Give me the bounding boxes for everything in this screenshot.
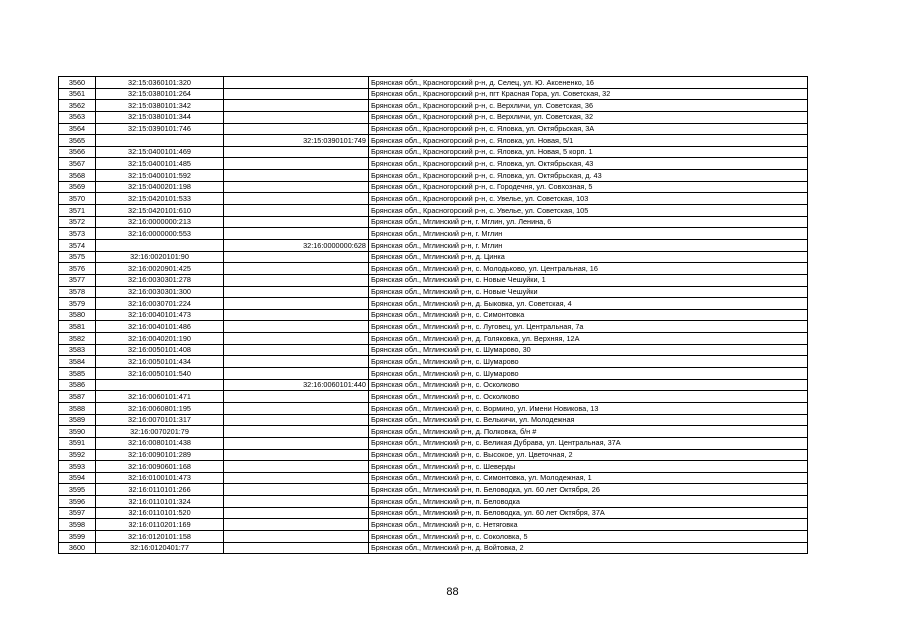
row-number-cell: 3561 (59, 88, 96, 100)
row-number-cell: 3577 (59, 274, 96, 286)
cadastral-number-alt-cell: 32:16:0060101:440 (224, 379, 369, 391)
table-row (59, 228, 808, 240)
cadastral-number-cell: 32:16:0040101:473 (96, 309, 224, 321)
cadastral-number-alt-cell (224, 530, 369, 542)
address-cell: Брянская обл., Мглинский р-н, с. Вормино, ул. Имени Новикова, 13 (369, 402, 808, 414)
cadastral-number-cell: 32:16:0030301:300 (96, 286, 224, 298)
cadastral-number-alt-cell (224, 356, 369, 368)
table-row (59, 123, 808, 135)
cadastral-number-alt-cell (224, 461, 369, 473)
address-cell: Брянская обл., Красногорский р-н, с. Верхличи, ул. Советская, 32 (369, 111, 808, 123)
cadastral-number-alt-cell (224, 333, 369, 345)
cadastral-number-cell: 32:16:0000000:553 (96, 228, 224, 240)
cadastral-number-cell: 32:15:0400101:592 (96, 170, 224, 182)
cadastral-number-alt-cell (224, 426, 369, 438)
address-cell: Брянская обл., Мглинский р-н, с. Нетяговка (369, 519, 808, 531)
table-row (59, 461, 808, 473)
row-number-cell: 3592 (59, 449, 96, 461)
address-cell: Брянская обл., Красногорский р-н, с. Яловка, ул. Октябрьская, 3А (369, 123, 808, 135)
row-number-cell: 3572 (59, 216, 96, 228)
table-row (59, 158, 808, 170)
table-row (59, 426, 808, 438)
row-number-cell: 3597 (59, 507, 96, 519)
row-number-cell: 3562 (59, 100, 96, 112)
row-number-cell: 3563 (59, 111, 96, 123)
cadastral-number-cell: 32:16:0090601:168 (96, 461, 224, 473)
address-cell: Брянская обл., Мглинский р-н, с. Шумарово (369, 368, 808, 380)
address-cell: Брянская обл., Мглинский р-н, г. Мглин, ул. Ленина, 6 (369, 216, 808, 228)
cadastral-number-cell: 32:16:0030701:224 (96, 298, 224, 310)
cadastral-number-cell: 32:16:0120401:77 (96, 542, 224, 554)
cadastral-number-cell: 32:16:0100101:473 (96, 472, 224, 484)
cadastral-number-alt-cell (224, 193, 369, 205)
cadastral-number-alt-cell (224, 542, 369, 554)
address-cell: Брянская обл., Мглинский р-н, с. Новые Чешуйки (369, 286, 808, 298)
row-number-cell: 3595 (59, 484, 96, 496)
cadastral-number-alt-cell (224, 402, 369, 414)
table-row (59, 205, 808, 217)
row-number-cell: 3571 (59, 205, 96, 217)
table-row (59, 298, 808, 310)
cadastral-number-alt-cell (224, 496, 369, 508)
cadastral-number-alt-cell (224, 309, 369, 321)
cadastral-number-alt-cell (224, 437, 369, 449)
cadastral-number-alt-cell: 32:15:0390101:749 (224, 135, 369, 147)
row-number-cell: 3560 (59, 77, 96, 89)
cadastral-number-cell: 32:15:0400101:469 (96, 146, 224, 158)
cadastral-number-alt-cell (224, 205, 369, 217)
cadastral-number-cell: 32:15:0380101:264 (96, 88, 224, 100)
cadastral-number-cell: 32:16:0090101:289 (96, 449, 224, 461)
cadastral-number-alt-cell (224, 368, 369, 380)
table-row (59, 484, 808, 496)
table-row (59, 519, 808, 531)
table-row (59, 472, 808, 484)
table-row (59, 251, 808, 263)
cadastral-number-cell (96, 239, 224, 251)
address-cell: Брянская обл., Красногорский р-н, с. Увелье, ул. Советская, 105 (369, 205, 808, 217)
table-row (59, 414, 808, 426)
row-number-cell: 3596 (59, 496, 96, 508)
cadastral-number-cell (96, 379, 224, 391)
row-number-cell: 3590 (59, 426, 96, 438)
address-cell: Брянская обл., Красногорский р-н, с. Яловка, ул. Октябрьская, 43 (369, 158, 808, 170)
cadastral-number-alt-cell (224, 88, 369, 100)
table-row (59, 135, 808, 147)
address-cell: Брянская обл., Мглинский р-н, с. Шумарово (369, 356, 808, 368)
table-row (59, 542, 808, 554)
address-cell: Брянская обл., Мглинский р-н, с. Молодьково, ул. Центральная, 16 (369, 263, 808, 275)
address-cell: Брянская обл., Красногорский р-н, с. Верхличи, ул. Советская, 36 (369, 100, 808, 112)
cadastral-number-cell: 32:15:0400201:198 (96, 181, 224, 193)
address-cell: Брянская обл., Красногорский р-н, д. Селец, ул. Ю. Аксененко, 16 (369, 77, 808, 89)
row-number-cell: 3599 (59, 530, 96, 542)
table-row (59, 77, 808, 89)
cadastral-number-cell: 32:16:0060801:195 (96, 402, 224, 414)
row-number-cell: 3585 (59, 368, 96, 380)
table-row (59, 88, 808, 100)
cadastral-number-cell (96, 135, 224, 147)
cadastral-number-alt-cell (224, 274, 369, 286)
address-cell: Брянская обл., Мглинский р-н, с. Шеверды (369, 461, 808, 473)
cadastral-number-alt-cell (224, 344, 369, 356)
cadastral-number-alt-cell (224, 123, 369, 135)
cadastral-number-alt-cell (224, 251, 369, 263)
row-number-cell: 3576 (59, 263, 96, 275)
row-number-cell: 3581 (59, 321, 96, 333)
address-cell: Брянская обл., Мглинский р-н, д. Голяковка, ул. Верхняя, 12А (369, 333, 808, 345)
row-number-cell: 3564 (59, 123, 96, 135)
row-number-cell: 3574 (59, 239, 96, 251)
address-cell: Брянская обл., Мглинский р-н, д. Быковка, ул. Советская, 4 (369, 298, 808, 310)
cadastral-number-alt-cell (224, 170, 369, 182)
address-cell: Брянская обл., Мглинский р-н, д. Полковка, б/н # (369, 426, 808, 438)
cadastral-number-cell: 32:16:0050101:434 (96, 356, 224, 368)
cadastral-number-alt-cell (224, 77, 369, 89)
row-number-cell: 3584 (59, 356, 96, 368)
table-row (59, 321, 808, 333)
row-number-cell: 3569 (59, 181, 96, 193)
table-row (59, 309, 808, 321)
cadastral-number-cell: 32:16:0020901:425 (96, 263, 224, 275)
table-row (59, 379, 808, 391)
cadastral-number-cell: 32:15:0390101:746 (96, 123, 224, 135)
table-row (59, 216, 808, 228)
cadastral-number-cell: 32:16:0020101:90 (96, 251, 224, 263)
row-number-cell: 3591 (59, 437, 96, 449)
table-row (59, 274, 808, 286)
row-number-cell: 3567 (59, 158, 96, 170)
cadastral-number-cell: 32:16:0040101:486 (96, 321, 224, 333)
row-number-cell: 3580 (59, 309, 96, 321)
address-cell: Брянская обл., Мглинский р-н, с. Новые Чешуйки, 1 (369, 274, 808, 286)
address-cell: Брянская обл., Мглинский р-н, с. Высокое, ул. Цветочная, 2 (369, 449, 808, 461)
cadastral-number-alt-cell (224, 286, 369, 298)
cadastral-number-alt-cell (224, 519, 369, 531)
row-number-cell: 3598 (59, 519, 96, 531)
table-row (59, 356, 808, 368)
cadastral-number-cell: 32:16:0110201:169 (96, 519, 224, 531)
cadastral-number-cell: 32:16:0050101:540 (96, 368, 224, 380)
row-number-cell: 3575 (59, 251, 96, 263)
table-row (59, 146, 808, 158)
cadastral-number-alt-cell (224, 263, 369, 275)
row-number-cell: 3568 (59, 170, 96, 182)
cadastral-number-cell: 32:16:0110101:520 (96, 507, 224, 519)
row-number-cell: 3600 (59, 542, 96, 554)
table-row (59, 496, 808, 508)
cadastral-number-alt-cell (224, 507, 369, 519)
row-number-cell: 3565 (59, 135, 96, 147)
table-row (59, 181, 808, 193)
registry-table-body (59, 77, 808, 554)
cadastral-number-alt-cell (224, 216, 369, 228)
cadastral-number-cell: 32:16:0080101:438 (96, 437, 224, 449)
cadastral-number-alt-cell (224, 414, 369, 426)
address-cell: Брянская обл., Мглинский р-н, с. Осколково (369, 379, 808, 391)
cadastral-number-alt-cell (224, 146, 369, 158)
table-row (59, 263, 808, 275)
cadastral-number-cell: 32:15:0380101:344 (96, 111, 224, 123)
table-row (59, 286, 808, 298)
registry-table (58, 76, 808, 554)
address-cell: Брянская обл., Мглинский р-н, с. Симонтовка (369, 309, 808, 321)
row-number-cell: 3594 (59, 472, 96, 484)
table-row (59, 449, 808, 461)
cadastral-number-alt-cell (224, 391, 369, 403)
row-number-cell: 3593 (59, 461, 96, 473)
cadastral-number-alt-cell (224, 321, 369, 333)
row-number-cell: 3579 (59, 298, 96, 310)
row-number-cell: 3573 (59, 228, 96, 240)
address-cell: Брянская обл., Мглинский р-н, с. Симонтовка, ул. Молодежная, 1 (369, 472, 808, 484)
cadastral-number-cell: 32:16:0040201:190 (96, 333, 224, 345)
table-row (59, 170, 808, 182)
cadastral-number-cell: 32:16:0110101:324 (96, 496, 224, 508)
address-cell: Брянская обл., Красногорский р-н, пгт Красная Гора, ул. Советская, 32 (369, 88, 808, 100)
cadastral-number-alt-cell (224, 484, 369, 496)
address-cell: Брянская обл., Красногорский р-н, с. Яловка, ул. Новая, 5 корп. 1 (369, 146, 808, 158)
row-number-cell: 3566 (59, 146, 96, 158)
cadastral-number-cell: 32:15:0380101:342 (96, 100, 224, 112)
table-row (59, 344, 808, 356)
table-row (59, 333, 808, 345)
cadastral-number-alt-cell (224, 449, 369, 461)
cadastral-number-alt-cell (224, 100, 369, 112)
cadastral-number-alt-cell (224, 472, 369, 484)
address-cell: Брянская обл., Красногорский р-н, с. Увелье, ул. Советская, 103 (369, 193, 808, 205)
cadastral-number-cell: 32:16:0060101:471 (96, 391, 224, 403)
table-row (59, 368, 808, 380)
row-number-cell: 3588 (59, 402, 96, 414)
cadastral-number-cell: 32:16:0030301:278 (96, 274, 224, 286)
table-row (59, 100, 808, 112)
address-cell: Брянская обл., Мглинский р-н, с. Осколково (369, 391, 808, 403)
table-row (59, 193, 808, 205)
cadastral-number-cell: 32:16:0110101:266 (96, 484, 224, 496)
address-cell: Брянская обл., Мглинский р-н, г. Мглин (369, 239, 808, 251)
cadastral-number-cell: 32:15:0360101:320 (96, 77, 224, 89)
address-cell: Брянская обл., Мглинский р-н, с. Соколовка, 5 (369, 530, 808, 542)
address-cell: Брянская обл., Мглинский р-н, п. Беловодка, ул. 60 лет Октября, 37А (369, 507, 808, 519)
address-cell: Брянская обл., Мглинский р-н, с. Шумарово, 30 (369, 344, 808, 356)
table-row (59, 530, 808, 542)
row-number-cell: 3589 (59, 414, 96, 426)
address-cell: Брянская обл., Красногорский р-н, с. Яловка, ул. Октябрьская, д. 43 (369, 170, 808, 182)
cadastral-number-alt-cell (224, 298, 369, 310)
table-row (59, 391, 808, 403)
row-number-cell: 3583 (59, 344, 96, 356)
table-row (59, 507, 808, 519)
address-cell: Брянская обл., Красногорский р-н, с. Яловка, ул. Новая, 5/1 (369, 135, 808, 147)
cadastral-number-cell: 32:16:0000000:213 (96, 216, 224, 228)
cadastral-number-alt-cell (224, 158, 369, 170)
address-cell: Брянская обл., Мглинский р-н, п. Беловодка, ул. 60 лет Октября, 26 (369, 484, 808, 496)
cadastral-number-cell: 32:16:0070201:79 (96, 426, 224, 438)
cadastral-number-cell: 32:16:0050101:408 (96, 344, 224, 356)
address-cell: Брянская обл., Мглинский р-н, д. Войтовка, 2 (369, 542, 808, 554)
cadastral-number-cell: 32:15:0420101:533 (96, 193, 224, 205)
cadastral-number-cell: 32:15:0420101:610 (96, 205, 224, 217)
row-number-cell: 3582 (59, 333, 96, 345)
row-number-cell: 3587 (59, 391, 96, 403)
table-row (59, 111, 808, 123)
address-cell: Брянская обл., Красногорский р-н, с. Городечня, ул. Совхозная, 5 (369, 181, 808, 193)
address-cell: Брянская обл., Мглинский р-н, с. Луговец, ул. Центральная, 7а (369, 321, 808, 333)
cadastral-number-alt-cell (224, 111, 369, 123)
cadastral-number-alt-cell (224, 181, 369, 193)
table-row (59, 437, 808, 449)
table-row (59, 239, 808, 251)
row-number-cell: 3578 (59, 286, 96, 298)
address-cell: Брянская обл., Мглинский р-н, г. Мглин (369, 228, 808, 240)
cadastral-number-alt-cell (224, 228, 369, 240)
address-cell: Брянская обл., Мглинский р-н, д. Цинка (369, 251, 808, 263)
address-cell: Брянская обл., Мглинский р-н, с. Великая Дубрава, ул. Центральная, 37А (369, 437, 808, 449)
table-row (59, 402, 808, 414)
row-number-cell: 3570 (59, 193, 96, 205)
cadastral-number-cell: 32:16:0070101:317 (96, 414, 224, 426)
address-cell: Брянская обл., Мглинский р-н, с. Велькичи, ул. Молодежная (369, 414, 808, 426)
cadastral-number-cell: 32:15:0400101:485 (96, 158, 224, 170)
cadastral-number-cell: 32:16:0120101:158 (96, 530, 224, 542)
address-cell: Брянская обл., Мглинский р-н, п. Беловодка (369, 496, 808, 508)
cadastral-number-alt-cell: 32:16:0000000:628 (224, 239, 369, 251)
row-number-cell: 3586 (59, 379, 96, 391)
page-number: 88 (446, 586, 459, 598)
